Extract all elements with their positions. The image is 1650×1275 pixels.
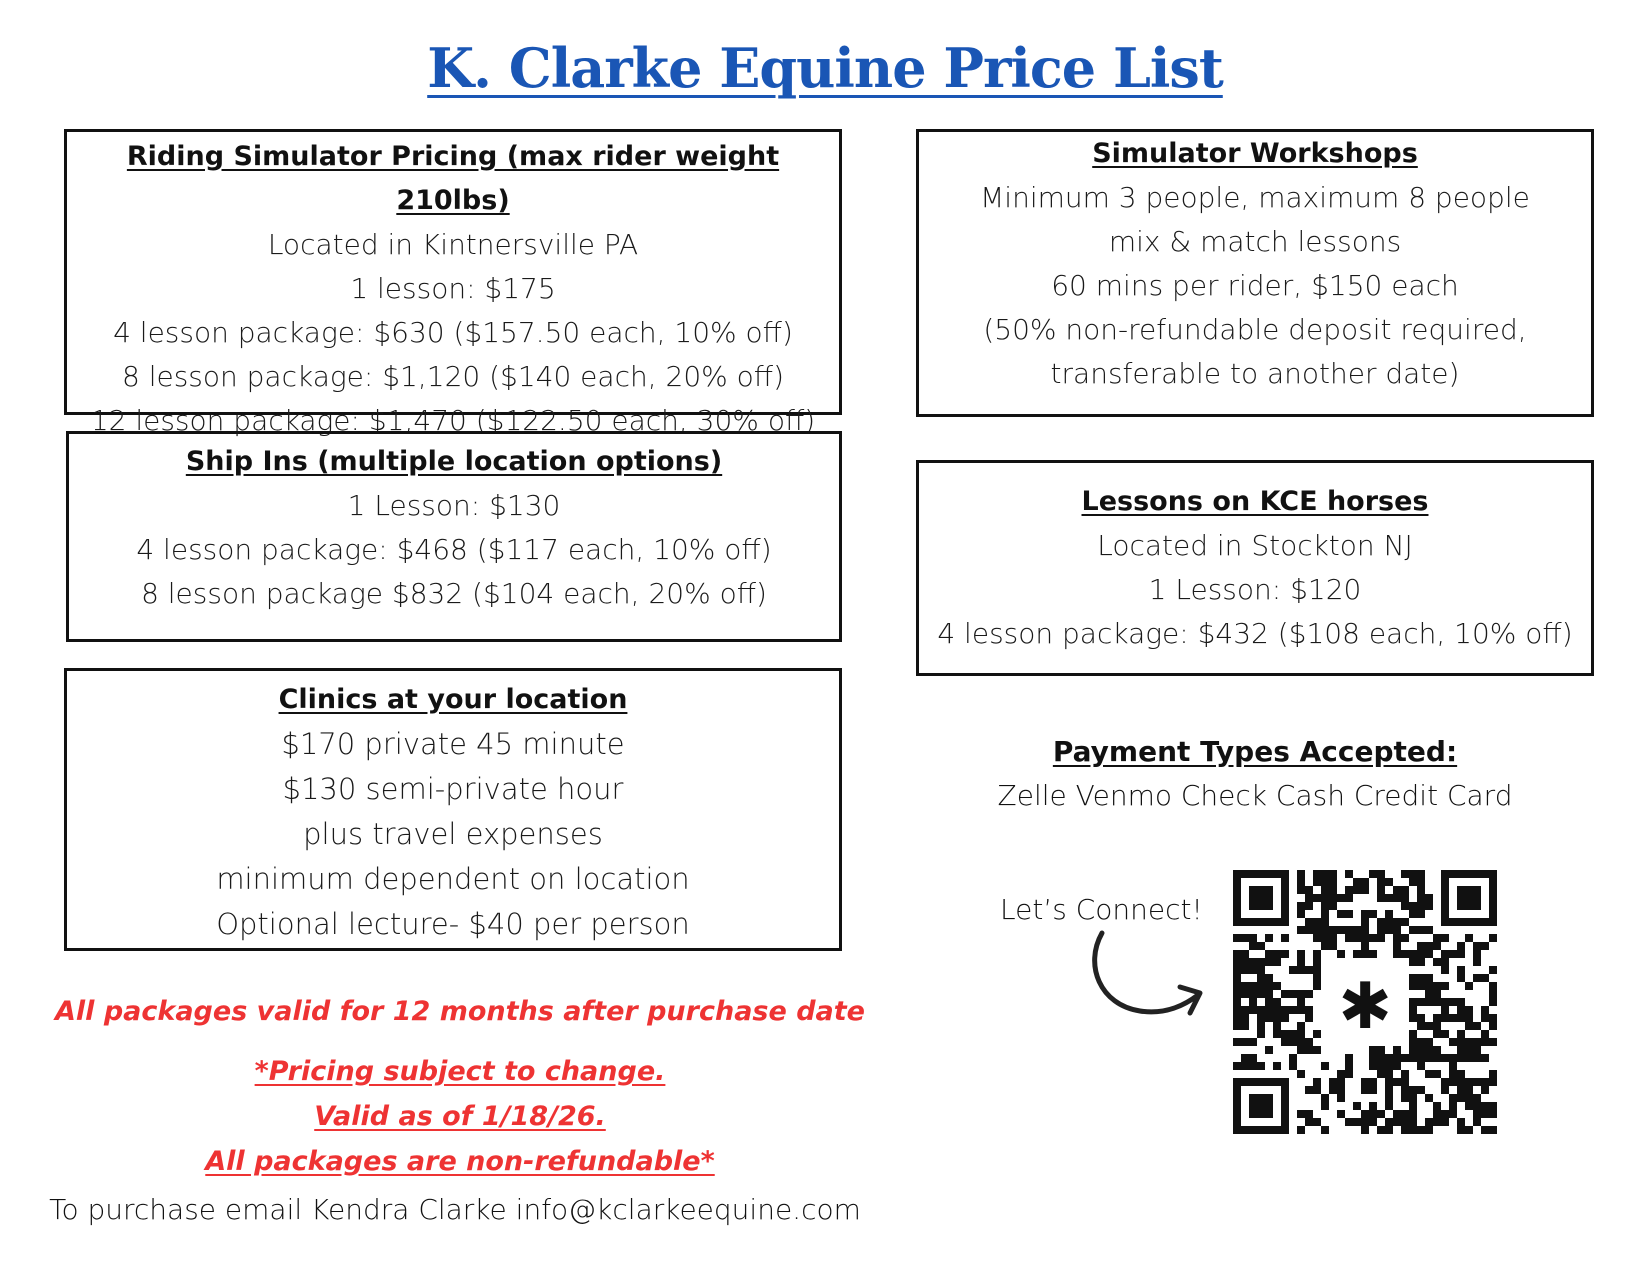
simulator-line: 12 lesson package: $1,470 ($122.50 each, 30% off) (90, 404, 816, 437)
ship-ins-line: 1 Lesson: $130 (347, 489, 561, 522)
payment-section (916, 730, 1594, 818)
workshops-line: 60 mins per rider, $150 each (1051, 269, 1459, 302)
simulator-line: 4 lesson package: $630 ($157.50 each, 10% off) (113, 316, 793, 349)
clinics-line: $170 private 45 minute (281, 727, 625, 761)
simulator-line: Located in Kintnersville PA (267, 228, 639, 261)
kce-lessons-heading: Lessons on KCE horses (1081, 486, 1429, 517)
purchase-contact: To purchase email Kendra Clarke info@kclarkeequine.com (49, 1193, 861, 1226)
clinics-heading: Clinics at your location (278, 684, 628, 715)
workshops-box (916, 129, 1594, 417)
clinics-box (64, 668, 842, 951)
kce-lessons-box (916, 460, 1594, 676)
payment-heading: Payment Types Accepted: (1052, 735, 1458, 768)
ship-ins-line: 4 lesson package: $468 ($117 each, 10% off) (136, 533, 772, 566)
simulator-pricing-box (64, 129, 842, 437)
ship-ins-heading: Ship Ins (multiple location options) (185, 446, 723, 477)
pricing-notes (40, 1049, 880, 1184)
workshops-line: transferable to another date) (1050, 357, 1460, 390)
pricing-note-line: All packages are non-refundable* (205, 1146, 715, 1177)
payment-methods: Zelle Venmo Check Cash Credit Card (997, 779, 1513, 812)
clinics-line: plus travel expenses (303, 817, 603, 851)
clinics-line: minimum dependent on location (216, 862, 690, 896)
pricing-note-line: Valid as of 1/18/26. (314, 1101, 606, 1132)
connect-label: Let’s Connect! (1000, 893, 1203, 926)
simulator-line: 8 lesson package: $1,120 ($140 each, 20% off) (121, 360, 784, 393)
page-title: K. Clarke Equine Price List (427, 36, 1223, 100)
pricing-note-line: *Pricing subject to change. (254, 1056, 666, 1087)
workshops-line: (50% non-refundable deposit required, (983, 313, 1527, 346)
workshops-line: mix & match lessons (1108, 225, 1402, 258)
svg-text:✱: ✱ (1338, 970, 1392, 1044)
workshops-heading: Simulator Workshops (1092, 138, 1418, 169)
kce-lessons-line: Located in Stockton NJ (1097, 529, 1413, 562)
ship-ins-line: 8 lesson package $832 ($104 each, 20% off) (141, 577, 767, 610)
workshops-line: Minimum 3 people, maximum 8 people (980, 181, 1530, 214)
clinics-line: Optional lecture- $40 per person (216, 907, 690, 941)
validity-note: All packages valid for 12 months after purchase date (55, 996, 865, 1027)
clinics-line: $130 semi-private hour (282, 772, 624, 806)
simulator-line: 1 lesson: $175 (350, 272, 556, 305)
kce-lessons-line: 1 Lesson: $120 (1148, 573, 1362, 606)
simulator-heading: Riding Simulator Pricing (max rider weight 210lbs) (126, 141, 780, 216)
ship-ins-box (66, 431, 842, 642)
curved-arrow-icon (1080, 925, 1210, 1025)
qr-code-icon[interactable] (1233, 870, 1498, 1135)
kce-lessons-line: 4 lesson package: $432 ($108 each, 10% off) (937, 617, 1573, 650)
